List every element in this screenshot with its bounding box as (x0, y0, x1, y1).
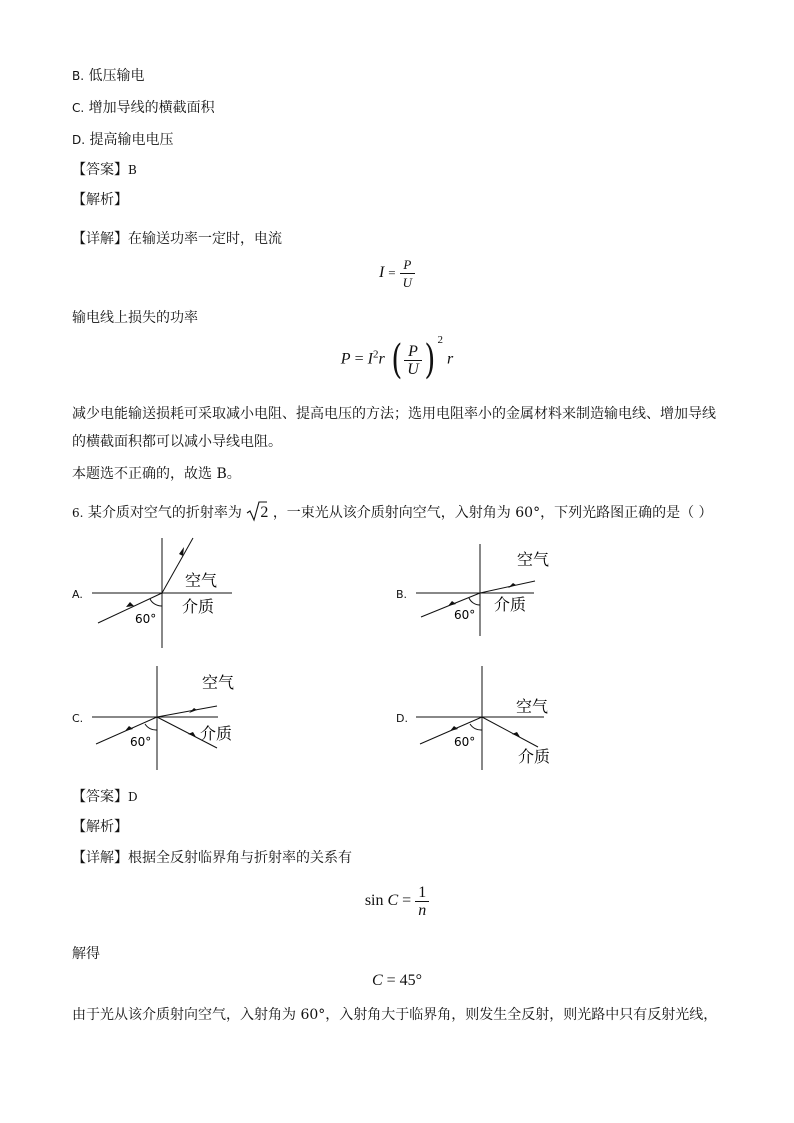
eq-exp: 2 (372, 348, 379, 361)
refracted-ray (480, 581, 535, 593)
reflected-arrow-icon (512, 732, 520, 737)
eq-sign: = (402, 892, 412, 910)
eq-fn: sin (364, 892, 384, 910)
air-label: 空气 (185, 571, 218, 590)
frac-num: P (403, 257, 412, 272)
option-text: 增加导线的横截面积 (88, 100, 215, 116)
angle-label: 60° (454, 608, 476, 622)
angle-arc (145, 724, 157, 730)
fraction (404, 343, 422, 378)
eq-exp: 2 (437, 334, 443, 347)
equation-current (0, 256, 794, 291)
left-paren: ( (391, 337, 402, 383)
medium-label: 介质 (182, 597, 215, 616)
incident-arrow-icon (125, 726, 133, 731)
option-a-letter: A. (72, 588, 83, 601)
detail-line (72, 229, 282, 249)
stem-part-a: 某介质对空气的折射率为 (87, 505, 242, 521)
frac-den: U (404, 360, 422, 378)
air-label: 空气 (517, 550, 550, 569)
loss-text: 输电线上损失的功率 (72, 310, 198, 326)
answer-tag: 【答案】 (72, 789, 128, 805)
eq-rhs: 45° (399, 972, 423, 989)
refracted-ray (157, 706, 217, 717)
answer-line (72, 160, 137, 180)
answer-value: B (128, 163, 137, 177)
option-letter: C. (72, 101, 85, 115)
stem-part-b: ，一束光从该介质射向空气，入射角为 60°，下列光路图正确的是（ ） (272, 505, 713, 521)
angle-arc (470, 724, 482, 730)
angle-label: 60° (130, 735, 152, 749)
conclusion: 本题选不正确的，故选 B。 (72, 466, 241, 482)
air-label: 空气 (202, 673, 235, 692)
medium-label: 介质 (200, 724, 233, 743)
eq-lhs: P (340, 350, 351, 368)
detail-line (72, 848, 352, 868)
option-b-prev (72, 66, 145, 86)
option-b-letter: B. (396, 588, 408, 601)
angle-arc (150, 599, 162, 606)
eq-sign: = (388, 265, 396, 281)
detail-text: 在输送功率一定时，电流 (128, 231, 282, 247)
explanation-para-1: 减少电能输送损耗可采取减小电阻、提高电压的方法；选用电阻率小的金属材料来制造输电线、增加导线 (72, 406, 716, 422)
answer-line (72, 787, 138, 807)
question-6-stem (72, 500, 713, 523)
right-paren: ) (424, 337, 436, 383)
sqrt-expression (246, 500, 276, 523)
medium-label: 介质 (518, 747, 551, 766)
detail-text: 根据全反射临界角与折射率的关系有 (128, 850, 352, 866)
option-b-diagram (414, 540, 564, 640)
eq-current: I (367, 350, 373, 368)
medium-label: 介质 (494, 595, 527, 614)
solve-text: 解得 (72, 946, 100, 962)
option-d-letter: D. (396, 712, 408, 725)
question-number: 6. (72, 506, 84, 520)
eq-var: C (387, 892, 399, 910)
fraction (400, 256, 415, 291)
angle-label: 60° (454, 735, 476, 749)
option-letter: D. (72, 133, 86, 147)
eq-r: r (378, 350, 385, 368)
air-label: 空气 (516, 697, 549, 716)
option-c-letter: C. (72, 712, 84, 725)
option-c-diagram (90, 664, 250, 774)
option-d-diagram (414, 664, 574, 774)
explanation-para-2: 的横截面积都可以减小导线电阻。 (72, 434, 282, 450)
final-text: 由于光从该介质射向空气，入射角为 60°，入射角大于临界角，则发生全反射，则光路中只有反射光线， (72, 1007, 718, 1023)
answer-tag: 【答案】 (72, 162, 128, 178)
detail-tag: 【详解】 (72, 231, 128, 247)
fraction (415, 884, 429, 919)
eq-lhs: C (371, 972, 383, 989)
equation-result (0, 972, 794, 990)
eq-r: r (446, 350, 454, 368)
detail-tag: 【详解】 (72, 850, 128, 866)
angle-arc (469, 598, 480, 605)
frac-den: U (400, 273, 415, 291)
option-letter: B. (72, 69, 85, 83)
option-text: 提高输电电压 (89, 132, 174, 148)
analysis-tag: 【解析】 (72, 819, 128, 835)
reflected-ray (482, 717, 538, 747)
incident-arrow-icon (448, 601, 456, 606)
frac-num: 1 (418, 884, 427, 901)
analysis-tag: 【解析】 (72, 192, 128, 208)
eq-lhs: I (378, 264, 385, 282)
eq-sign: = (386, 972, 396, 989)
reflected-arrow-icon (188, 732, 196, 737)
incident-arrow-icon (450, 726, 458, 731)
option-a-diagram (90, 530, 260, 655)
option-c-prev (72, 98, 215, 118)
equation-power-loss (0, 334, 794, 383)
option-d-prev (72, 130, 174, 150)
answer-value: D (128, 790, 138, 804)
radicand: 2 (260, 504, 269, 521)
equation-critical-angle (0, 884, 794, 919)
frac-num: P (408, 342, 418, 360)
eq-sign: = (354, 350, 364, 368)
angle-label: 60° (135, 612, 157, 626)
option-text: 低压输电 (88, 68, 145, 84)
frac-den: n (415, 901, 429, 919)
